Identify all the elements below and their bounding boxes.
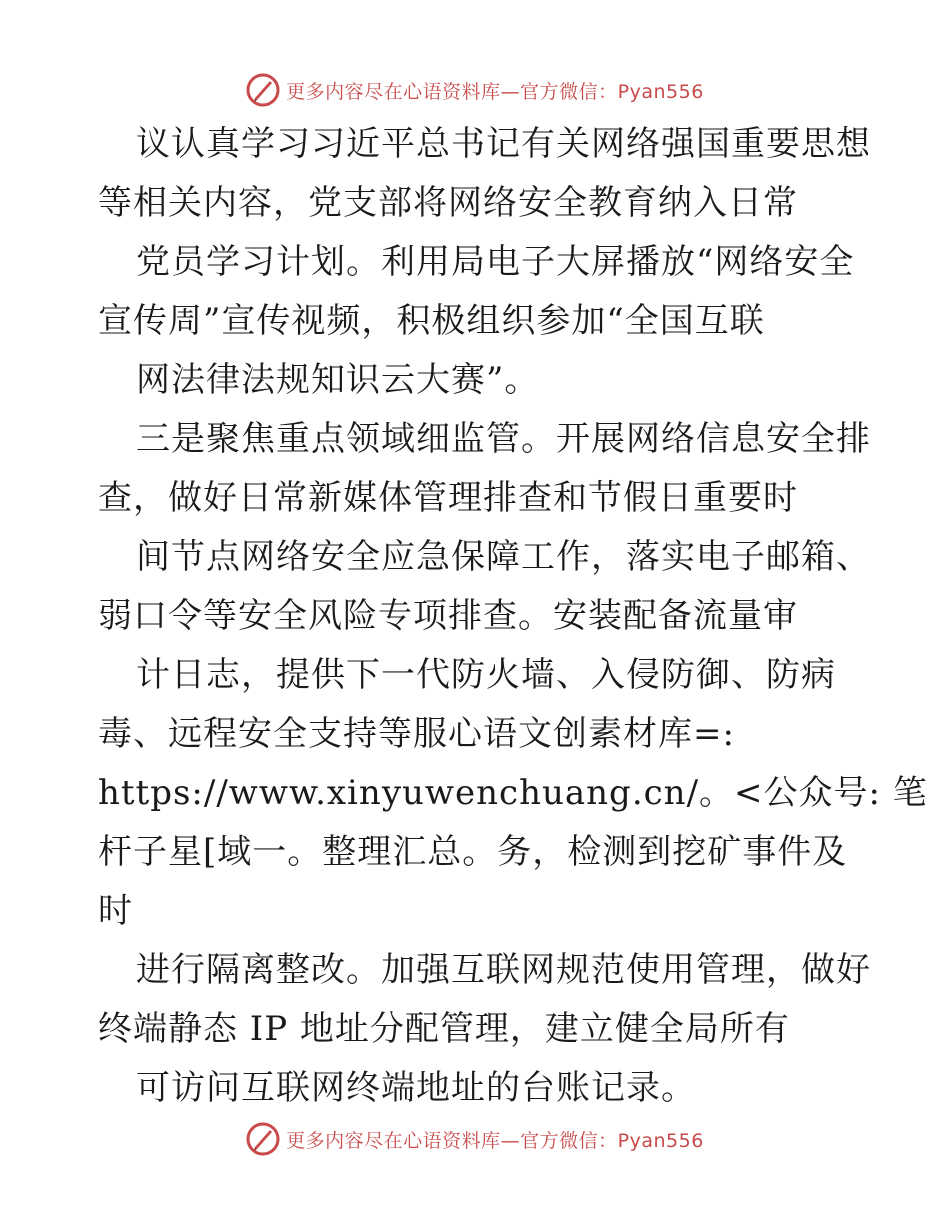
quill-pen-logo-icon bbox=[246, 73, 280, 107]
header-banner-text: 更多内容尽在心语资料库—官方微信：Pyan556 bbox=[286, 80, 704, 103]
text-line: 弱口令等安全风险专项排查。安装配备流量审 bbox=[98, 596, 798, 636]
text-line: 计日志，提供下一代防火墙、入侵防御、防病 bbox=[136, 655, 836, 695]
footer-banner bbox=[0, 1117, 950, 1161]
text-line: 杆子星[域一。整理汇总。务，检测到挖矿事件及 bbox=[98, 832, 848, 872]
text-line: 进行隔离整改。加强互联网规范使用管理，做好 bbox=[136, 950, 871, 990]
text-line: 可访问互联网终端地址的台账记录。 bbox=[136, 1068, 696, 1108]
text-line: 议认真学习习近平总书记有关网络强国重要思想 bbox=[136, 124, 871, 164]
text-line: 时 bbox=[98, 891, 133, 931]
text-line: 宣传周”宣传视频，积极组织参加“全国互联 bbox=[98, 301, 765, 341]
header-banner bbox=[0, 68, 950, 112]
footer-banner-text: 更多内容尽在心语资料库—官方微信：Pyan556 bbox=[286, 1129, 704, 1152]
text-line: 三是聚焦重点领域细监管。开展网络信息安全排 bbox=[136, 419, 871, 459]
text-line: 查，做好日常新媒体管理排查和节假日重要时 bbox=[98, 478, 798, 518]
text-line: 网法律法规知识云大赛”。 bbox=[136, 360, 540, 400]
text-line: 等相关内容，党支部将网络安全教育纳入日常 bbox=[98, 183, 798, 223]
text-line: 党员学习计划。利用局电子大屏播放“网络安全 bbox=[136, 242, 855, 282]
text-line: 间节点网络安全应急保障工作，落实电子邮箱、 bbox=[136, 537, 871, 577]
document-body bbox=[98, 122, 928, 1125]
quill-pen-logo-icon bbox=[246, 1122, 280, 1156]
text-line: 终端静态 IP 地址分配管理，建立健全局所有 bbox=[98, 1009, 790, 1049]
text-line: https://www.xinyuwenchuang.cn/。<公众号: 笔 bbox=[98, 773, 928, 813]
text-line: 毒、远程安全支持等服心语文创素材库=: bbox=[98, 714, 735, 754]
